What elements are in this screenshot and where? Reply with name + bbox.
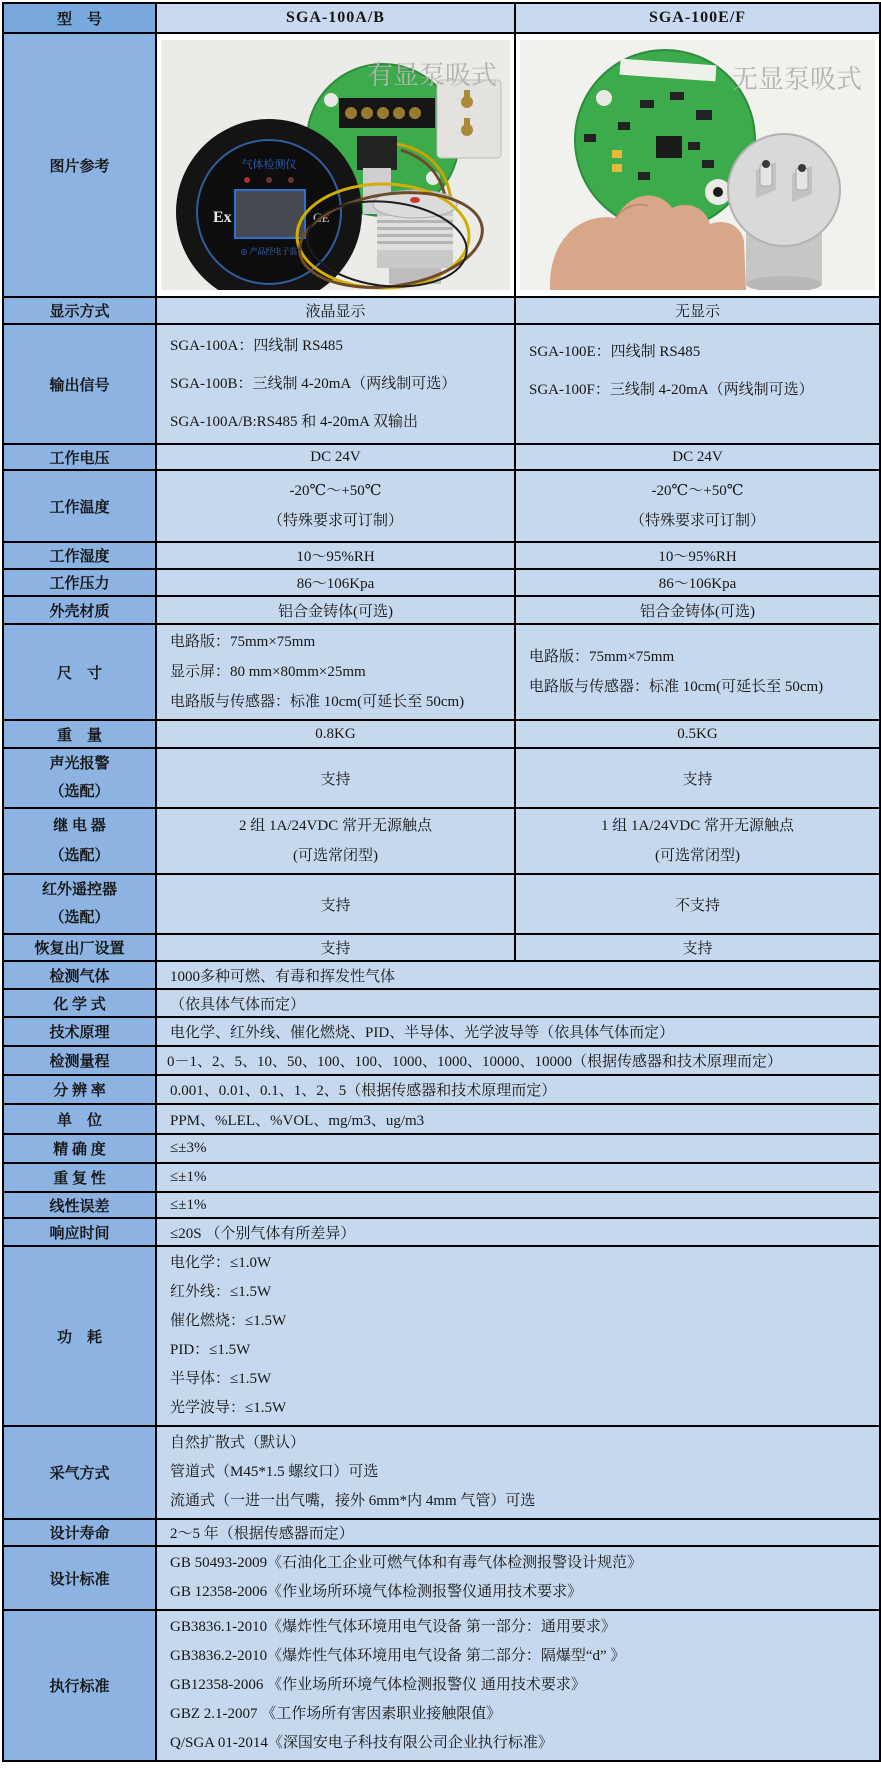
cell-value: 支持	[156, 748, 515, 808]
cell-value: 不支持	[515, 874, 880, 934]
row-label: 尺 寸	[3, 624, 156, 720]
row-pressure	[3, 569, 880, 596]
photo-sga100ab-illustration	[161, 40, 510, 290]
pump-cylinder	[437, 80, 501, 158]
row-alarm	[3, 748, 880, 808]
header-row	[3, 3, 880, 33]
row-label: 显示方式	[3, 297, 156, 324]
cell-value: 铝合金铸体(可选)	[156, 596, 515, 624]
cell-value	[156, 1426, 880, 1519]
value-line: 红外线：≤1.5W	[170, 1284, 272, 1300]
row-label: 设计寿命	[3, 1519, 156, 1546]
label-line: （选配）	[49, 910, 110, 926]
row-label: 工作温度	[3, 470, 156, 542]
row-remote	[3, 874, 880, 934]
value-line: 电路版与传感器：标准 10cm(可延长至 50cm)	[529, 679, 824, 695]
cell-value: 支持	[515, 934, 880, 961]
row-unit	[3, 1104, 880, 1134]
value-line: GB12358-2006 《作业场所环境气体检测报警仪 通用技术要求》	[170, 1677, 586, 1693]
cell-value: 0.5KG	[515, 720, 880, 748]
row-humidity	[3, 542, 880, 569]
photo-row-label: 图片参考	[3, 33, 156, 297]
label-line: （选配）	[49, 784, 110, 800]
row-principle	[3, 1017, 880, 1046]
cell-value: 86～106Kpa	[156, 569, 515, 596]
svg-text:CE: CE	[313, 210, 330, 225]
cell-value	[156, 624, 515, 720]
value-line: (可选常闭型)	[293, 848, 378, 864]
row-weight	[3, 720, 880, 748]
row-factory-reset	[3, 934, 880, 961]
row-design-standards	[3, 1546, 880, 1610]
row-display-mode	[3, 297, 880, 324]
cell-value: 86～106Kpa	[515, 569, 880, 596]
label-line: 红外遥控器	[41, 882, 117, 898]
row-output-signal	[3, 324, 880, 444]
photo-row	[3, 33, 880, 297]
row-label: 重 复 性	[3, 1163, 156, 1192]
photo-frame-left	[161, 40, 510, 290]
value-line: SGA-100A：四线制 RS485	[170, 338, 343, 354]
value-line: SGA-100A/B:RS485 和 4-20mA 双输出	[170, 414, 418, 430]
cell-value: ≤20S （个别气体有所差异）	[156, 1218, 880, 1246]
row-label: 技术原理	[3, 1017, 156, 1046]
value-line: -20℃～+50℃	[289, 483, 382, 499]
value-line: Q/SGA 01-2014《深国安电子科技有限公司企业执行标准》	[170, 1735, 553, 1751]
svg-text:Ex: Ex	[213, 209, 232, 226]
photo-sga100ef-illustration	[520, 40, 875, 290]
row-label: 外壳材质	[3, 596, 156, 624]
value-line: 半导体：≤1.5W	[170, 1371, 272, 1387]
row-exec-standards	[3, 1610, 880, 1761]
cell-value: 无显示	[515, 297, 880, 324]
row-label	[3, 748, 156, 808]
value-line: 电路版：75mm×75mm	[170, 634, 316, 650]
value-line: （特殊要求可订制）	[629, 513, 765, 529]
cell-value: ≤±3%	[156, 1134, 880, 1163]
value-line: 电路版与传感器：标准 10cm(可延长至 50cm)	[170, 694, 465, 710]
value-line: GB 50493-2009《石油化工企业可燃气体和有毒气体检测报警设计规范》	[170, 1555, 643, 1571]
cell-value	[156, 1246, 880, 1426]
row-label: 工作压力	[3, 569, 156, 596]
cell-value: 电化学、红外线、催化燃烧、PID、半导体、光学波导等（依具体气体而定）	[156, 1017, 880, 1046]
row-label: 检测气体	[3, 961, 156, 989]
cell-value: 0.8KG	[156, 720, 515, 748]
value-line: GB 12358-2006《作业场所环境气体检测报警仪通用技术要求》	[170, 1584, 583, 1600]
cell-value: DC 24V	[515, 444, 880, 470]
value-line: 1 组 1A/24VDC 常开无源触点	[601, 818, 794, 834]
row-label: 采气方式	[3, 1426, 156, 1519]
row-label: 重 量	[3, 720, 156, 748]
value-line: SGA-100B：三线制 4-20mA（两线制可选）	[170, 376, 457, 392]
row-label	[3, 874, 156, 934]
cell-value: 10～95%RH	[156, 542, 515, 569]
value-line: SGA-100E：四线制 RS485	[529, 344, 701, 360]
row-power	[3, 1246, 880, 1426]
cell-value: 0.001、0.01、0.1、1、2、5（根据传感器和技术原理而定）	[156, 1075, 880, 1104]
row-label: 线性误差	[3, 1192, 156, 1218]
cell-value	[156, 324, 515, 444]
row-label: 化 学 式	[3, 989, 156, 1017]
row-label: 输出信号	[3, 324, 156, 444]
value-line: GBZ 2.1-2007 《工作场所有害因素职业接触限值》	[170, 1706, 502, 1722]
row-housing-material	[3, 596, 880, 624]
cell-value: PPM、%LEL、%VOL、mg/m3、ug/m3	[156, 1104, 880, 1134]
cell-value: 10～95%RH	[515, 542, 880, 569]
value-line: 自然扩散式（默认）	[170, 1435, 306, 1451]
row-label: 工作湿度	[3, 542, 156, 569]
row-lifespan	[3, 1519, 880, 1546]
value-line: -20℃～+50℃	[651, 483, 744, 499]
value-line: 光学波导：≤1.5W	[170, 1400, 287, 1416]
cell-value: 支持	[515, 748, 880, 808]
row-accuracy	[3, 1134, 880, 1163]
row-sampling	[3, 1426, 880, 1519]
value-line: 显示屏：80 mm×80mm×25mm	[170, 664, 366, 680]
row-size	[3, 624, 880, 720]
row-label: 精 确 度	[3, 1134, 156, 1163]
value-line: (可选常闭型)	[655, 848, 740, 864]
row-label: 检测量程	[3, 1046, 156, 1075]
cell-value: 1000多种可燃、有毒和挥发性气体	[156, 961, 880, 989]
cell-value	[515, 808, 880, 874]
cell-value	[156, 1546, 880, 1610]
value-line: 电路版：75mm×75mm	[529, 649, 675, 665]
cell-value: DC 24V	[156, 444, 515, 470]
row-label: 单 位	[3, 1104, 156, 1134]
row-response-time	[3, 1218, 880, 1246]
cell-value: 支持	[156, 874, 515, 934]
row-label: 分 辨 率	[3, 1075, 156, 1104]
row-label: 工作电压	[3, 444, 156, 470]
watermark-left: 有显泵吸式	[366, 61, 497, 90]
value-line: SGA-100F：三线制 4-20mA（两线制可选）	[529, 382, 814, 398]
cell-value: ≤±1%	[156, 1163, 880, 1192]
header-col-sga100ab: SGA-100A/B	[156, 3, 515, 33]
cell-value: 2～5 年（根据传感器而定）	[156, 1519, 880, 1546]
cell-value	[156, 1610, 880, 1761]
row-range	[3, 1046, 880, 1075]
cell-value	[515, 324, 880, 444]
cell-value: 0－1、2、5、10、50、100、100、1000、1000、10000、10000（根据传感器和技术原理而定）	[156, 1046, 880, 1075]
row-temperature	[3, 470, 880, 542]
value-line: 电化学：≤1.0W	[170, 1255, 272, 1271]
cell-value: 铝合金铸体(可选)	[515, 596, 880, 624]
value-line: PID：≤1.5W	[170, 1342, 251, 1358]
row-label: 响应时间	[3, 1218, 156, 1246]
cell-value: ≤±1%	[156, 1192, 880, 1218]
row-voltage	[3, 444, 880, 470]
row-linearity	[3, 1192, 880, 1218]
cell-value: 支持	[156, 934, 515, 961]
svg-text:◎ 产品经电子监: ◎ 产品经电子监	[240, 247, 298, 256]
value-line: （特殊要求可订制）	[267, 513, 403, 529]
label-line: 继 电 器	[53, 818, 106, 834]
label-line: 声光报警	[49, 756, 110, 772]
row-gas	[3, 961, 880, 989]
row-resolution	[3, 1075, 880, 1104]
value-line: 流通式（一进一出气嘴，接外 6mm*内 4mm 气管）可选	[170, 1493, 536, 1509]
row-relay	[3, 808, 880, 874]
value-line: 催化燃烧：≤1.5W	[170, 1313, 287, 1329]
header-model-label: 型 号	[3, 3, 156, 33]
cell-value: （依具体气体而定）	[156, 989, 880, 1017]
label-line: （选配）	[49, 848, 110, 864]
value-line: GB3836.1-2010《爆炸性气体环境用电气设备 第一部分：通用要求》	[170, 1619, 616, 1635]
cell-value	[156, 808, 515, 874]
cell-value: 液晶显示	[156, 297, 515, 324]
row-label: 设计标准	[3, 1546, 156, 1610]
row-label: 执行标准	[3, 1610, 156, 1761]
cell-value	[515, 624, 880, 720]
row-label: 恢复出厂设置	[3, 934, 156, 961]
value-line: 2 组 1A/24VDC 常开无源触点	[239, 818, 432, 834]
product-photo-sga100ab	[156, 33, 515, 297]
cell-value	[156, 470, 515, 542]
spec-table	[2, 2, 881, 1762]
svg-text:气体检测仪: 气体检测仪	[241, 159, 297, 171]
row-repeatability	[3, 1163, 880, 1192]
watermark-right: 无显泵吸式	[731, 65, 862, 94]
photo-frame-right	[520, 40, 875, 290]
row-label	[3, 808, 156, 874]
value-line: 管道式（M45*1.5 螺纹口）可选	[170, 1464, 379, 1480]
cell-value	[515, 470, 880, 542]
value-line: GB3836.2-2010《爆炸性气体环境用电气设备 第二部分：隔爆型“d” 》	[170, 1648, 626, 1664]
product-photo-sga100ef	[515, 33, 880, 297]
row-formula	[3, 989, 880, 1017]
row-label: 功 耗	[3, 1246, 156, 1426]
header-col-sga100ef: SGA-100E/F	[515, 3, 880, 33]
